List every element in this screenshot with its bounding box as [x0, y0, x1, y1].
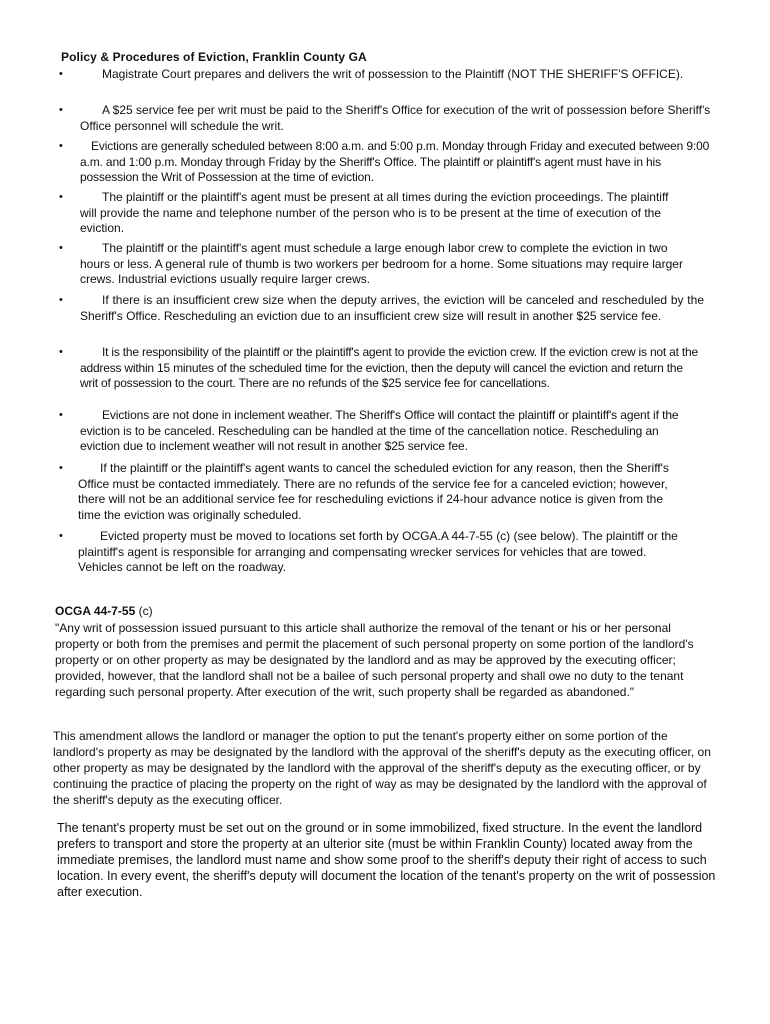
list-item-text: Evictions are generally scheduled between 8:00 a.m. and 5:00 p.m. Monday through Friday and executed between 9:00 a.m. and 1:00 p.m. Monday through Friday by the Sheriff's Office. The plaintiff or plaintiff's agent must have in his possession the Writ of Possession at the time of eviction.: [80, 139, 710, 184]
bullet-icon: •: [59, 242, 63, 254]
amendment-paragraph: This amendment allows the landlord or manager the option to put the tenant's property either on some portion of the landlord's property as may be designated by the landlord with the approval of the sheriff's deputy as the executing officer, on other property as may be designated by the landlord with the approval of the sheriff's deputy as the executing officer, or by continuing the practice of placing the property on the right of way as may be designated by the landlord with the approval of the sheriff's deputy as the executing officer.: [53, 729, 711, 807]
list-item-text: Evicted property must be moved to locations set forth by OCGA.A 44-7-55 (c) (see below). The plaintiff or the plaintiff's agent is responsible for arranging and compensating wrecker services for vehicles that are towed. Vehicles cannot be left on the roadway.: [78, 529, 678, 574]
ocga-quote: "Any writ of possession issued pursuant to this article shall authorize the removal of the tenant or his or her personal property or both from the premises and permit the placement of such personal property on some portion of the landlord's property or on other property as may be designated by the landlord and as may be approved by the executing officer; provided, however, that the landlord shall not be a bailee of such personal property and shall owe no duty to the tenant regarding such personal property. After execution of the writ, such property shall be regarded as abandoned.": [55, 621, 694, 699]
ocga-heading: [55, 604, 153, 618]
list-item-text: The plaintiff or the plaintiff's agent must be present at all times during the eviction proceedings. The plaintiff will provide the name and telephone number of the person who is to be present at the time of execution of the eviction.: [80, 190, 669, 235]
ocga-subsection: (c): [138, 604, 153, 618]
page-title: Policy & Procedures of Eviction, Franklin County GA: [61, 50, 367, 64]
bullet-icon: •: [59, 294, 63, 306]
list-item-text: Evictions are not done in inclement weather. The Sheriff's Office will contact the plaintiff or plaintiff's agent if the eviction is to be canceled. Rescheduling can be handled at the time of the cancellation notice. Rescheduling an eviction due to inclement weather will not result in another $25 service fee.: [80, 408, 679, 453]
bullet-icon: •: [59, 104, 63, 116]
list-item-text: Magistrate Court prepares and delivers the writ of possession to the Plaintiff (NOT THE SHERIFF'S OFFICE).: [102, 67, 684, 81]
bullet-icon: •: [59, 140, 63, 152]
bullet-icon: •: [59, 191, 63, 203]
list-item-text: It is the responsibility of the plaintiff or the plaintiff's agent to provide the eviction crew. If the eviction crew is not at the address within 15 minutes of the scheduled time for the eviction, then the deputy will cancel the eviction and return the writ of possession to the court. There are no refunds of the $25 service fee for cancellations.: [80, 345, 698, 390]
bullet-icon: •: [59, 530, 63, 542]
list-item-text: If there is an insufficient crew size when the deputy arrives, the eviction will be canceled and rescheduled by the Sheriff's Office. Rescheduling an eviction due to an insufficient crew size will result in another $25 service fee.: [80, 293, 704, 323]
bullet-icon: •: [59, 462, 63, 474]
list-item-text: The plaintiff or the plaintiff's agent must schedule a large enough labor crew to complete the eviction in two hours or less. A general rule of thumb is two workers per bedroom for a home. Some situations may require larger crews. Industrial evictions usually require larger crews.: [80, 241, 683, 286]
bullet-icon: •: [59, 68, 63, 80]
ocga-code: OCGA 44-7-55: [55, 604, 136, 618]
bullet-icon: •: [59, 346, 63, 358]
tenant-property-paragraph: The tenant's property must be set out on the ground or in some immobilized, fixed structure. In the event the landlord prefers to transport and store the property at an ulterior site (must be within Franklin County) located away from the immediate premises, the landlord must name and show some proof to the sheriff's deputy their right of access to such location. In every event, the sheriff's deputy will document the location of the tenant's property on the writ of possession after execution.: [57, 821, 716, 899]
list-item-text: If the plaintiff or the plaintiff's agent wants to cancel the scheduled eviction for any reason, then the Sheriff's Office must be contacted immediately. There are no refunds of the service fee for a canceled eviction; however, there will not be an additional service fee for rescheduling evictions if 24-hour advance notice is given from the time the eviction was originally scheduled.: [78, 461, 669, 522]
bullet-icon: •: [59, 409, 63, 421]
list-item-text: A $25 service fee per writ must be paid to the Sheriff's Office for execution of the writ of possession before Sheriff's Office personnel will schedule the writ.: [80, 103, 711, 133]
